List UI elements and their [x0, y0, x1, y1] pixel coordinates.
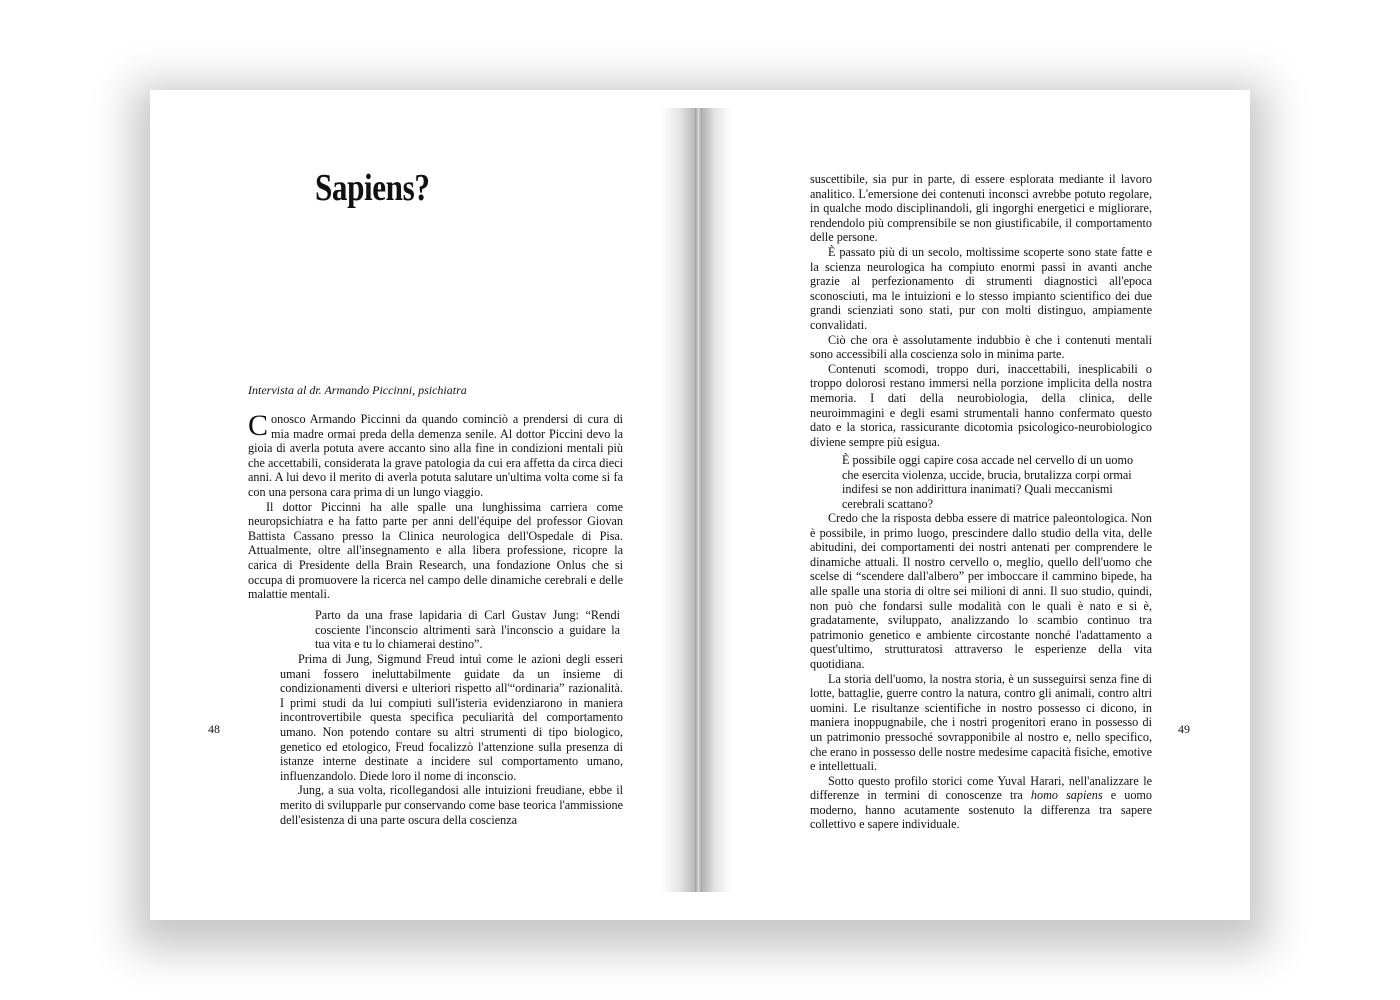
question-text-2: È possibile oggi capire cosa accade nel cervello di un uomo che esercita violenza, uccide, brucia, brutalizza corpi ormai indifesi se non addirittura inanimati? Quali meccanismi cerebrali scattano?: [842, 453, 1134, 511]
question-quote-2: [842, 453, 1150, 511]
answer-paragraph-2: Jung, a sua volta, ricollegandosi alle intuizioni freudiane, ebbe il merito di svilupparle pur conservando come base teorica l'ammissione dell'esistenza di una parte oscura della coscienza: [280, 783, 623, 827]
intro-paragraph-1-text: onosco Armando Piccinni da quando cominciò a prendersi di cura di mia madre ormai preda della demenza senile. Al dottor Piccini devo la gioia di averla potuta avere accanto sino alla fine in condizioni mentali più che accettabili, considerata la grave patologia da cui era affetta da circa dieci anni. A lui devo il merito di averla potuta salutare un'ultima volta come si fa con una persona cara prima di un lungo viaggio.: [248, 412, 623, 499]
right-paragraph-4: Contenuti scomodi, troppo duri, inaccettabili, inesplicabili o troppo dolorosi restano immersi nella porzione implicita della nostra memoria. I dati della neurobiologia, della clinica, delle neuroimmagini e degli esami strumentali hanno confermato questo dato e la storica, rassicurante dicotomia psicologico-neurobiologico diviene sempre più esigua.: [810, 361, 1152, 449]
book-spine: [695, 108, 702, 892]
intro-text: [248, 409, 623, 602]
right-paragraph-7-end: e uomo moderno, hanno acutamente sostenuto la differenza tra sapere collettivo e sapere individuale.: [810, 788, 1152, 832]
right-paragraph-1: suscettibile, sia pur in parte, di essere esplorata mediante il lavoro analitico. L'emersione dei contenuti inconsci avrebbe potuto regolare, in qualche modo disciplinandoli, gli ingorghi energetici e migliorare, rendendolo più comprensibile se non giustificabile, il comportamento delle persone.: [810, 172, 1152, 245]
right-paragraph-6: La storia dell'uomo, la nostra storia, è un susseguirsi senza fine di lotte, battaglie, guerre contro la natura, contro gli animali, contro altri uomini. Le risultanze scientifiche in nostro possesso ci dicono, in maniera inoppugnabile, che i nostri progenitori erano in possesso di un patrimonio pressoché sovrapponibile al nostro e, nello specifico, che erano in possesso delle nostre medesime capacità fisiche, emotive e intellettuali.: [810, 671, 1152, 774]
intro-paragraph-1: [248, 409, 623, 500]
answer-paragraph-1: Prima di Jung, Sigmund Freud intuì come le azioni degli esseri umani fossero ineluttabilmente guidate da un insieme di condizionamenti diversi e ulteriori rispetto all'“ordinaria” razionalità. I primi studi da lui compiuti sull'isteria evidenziarono in maniera incontrovertibile questa specifica peculiarità del comportamento umano. Non potendo contare su altri strumenti di tipo biologico, genetico ed etologico, Freud focalizzò l'attenzione sulla presenza di istanze interne destinate a incidere sul comportamento umano, influenzandolo. Diede loro il nome di inconscio.: [280, 652, 623, 783]
answer-text: [280, 652, 623, 827]
interview-subtitle: Intervista al dr. Armando Piccinni, psichiatra: [248, 383, 467, 397]
page-number-right: 49: [1178, 722, 1190, 736]
right-paragraph-5: Credo che la risposta debba essere di matrice paleontologica. Non è possibile, in primo luogo, prescindere dallo studio della vita, delle abitudini, dei comportamenti dei nostri antenati per comprendere le dinamiche attuali. Il nostro cervello o, meglio, quello dell'uomo che scelse di “scendere dall'albero” per imboccare il cammino bipede, ha alle spalle una storia di oltre sei milioni di anni. Il suo studio, quindi, non può che fondarsi sulle modalità con le quali è nato e si è, gradatamente, sviluppato, analizzando lo scambio continuo tra patrimonio genetico e ambiente circostante nonché l'adattamento a quest'ultimo, strutturatosi attraverso le esperienze della vita quotidiana.: [810, 511, 1152, 671]
question-text: Parto da una frase lapidaria di Carl Gustav Jung: “Rendi cosciente l'inconscio altrimenti sarà l'inconscio a guidare la tua vita e tu lo chiamerai destino”.: [315, 608, 620, 652]
right-paragraph-2: È passato più di un secolo, moltissime scoperte sono state fatte e la scienza neurologica ha compiuto enormi passi in avanti anche grazie al perfezionamento di strumenti diagnostici all'epoca sconosciuti, ma le intuizioni e lo stesso impianto scientifico dei due grandi scienziati sono stati, pur con molti distinguo, ampiamente convalidati.: [810, 244, 1152, 332]
right-paragraph-7-start: Sotto questo profilo storici come Yuval Harari, nell'analizzare le differenze in termini di conoscenze tra: [810, 773, 1152, 803]
right-gutter-shadow: [702, 108, 732, 892]
right-page: [702, 108, 1230, 892]
drop-cap: C: [248, 409, 269, 442]
page-number-left: 48: [208, 722, 220, 736]
intro-paragraph-2: Il dottor Piccinni ha alle spalle una lunghissima carriera come neuropsichiatra e ha fatto parte per anni dell'équipe del professor Giovan Battista Cassano presso la Clinica neurologica dell'Ospedale di Pisa. Attualmente, oltre all'insegnamento e alla libera professione, ricopre la carica di Presidente della Brain Research, una fondazione Onlus che si occupa di promuovere la ricerca nel campo delle dinamiche cerebrali e delle malattie mentali.: [248, 499, 623, 602]
italic-term: homo sapiens: [1030, 788, 1103, 803]
left-gutter-shadow: [661, 108, 695, 892]
question-quote: [315, 608, 620, 652]
page-title: Sapiens?: [315, 167, 430, 209]
right-paragraph-7: [810, 774, 1152, 832]
answer-continued-text: [810, 172, 1152, 449]
right-paragraph-3: Ciò che ora è assolutamente indubbio è che i contenuti mentali sono accessibili alla coscienza solo in minima parte.: [810, 332, 1152, 362]
answer-text-2: [810, 511, 1152, 832]
left-page: [170, 108, 695, 892]
